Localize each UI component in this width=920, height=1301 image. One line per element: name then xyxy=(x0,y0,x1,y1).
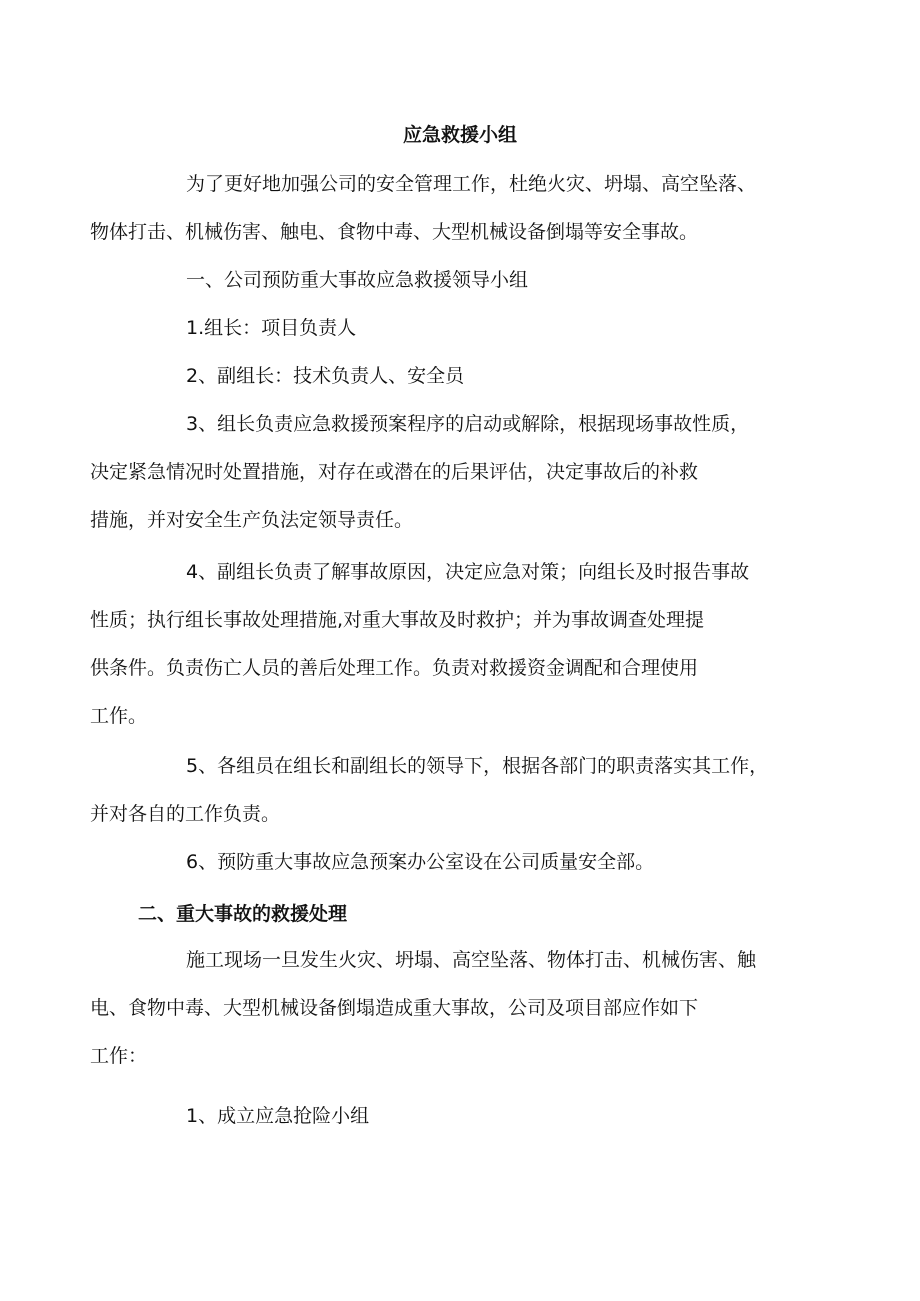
section2-line-3: 工作： xyxy=(90,1045,148,1067)
section1-item-1 xyxy=(138,304,788,352)
section2-line-2: 电、食物中毒、大型机械设备倒塌造成重大事故，公司及项目部应作如下 xyxy=(90,997,699,1019)
intro-line-2: 物体打击、机械伤害、触电、食物中毒、大型机械设备倒塌等安全事故。 xyxy=(90,221,699,243)
item-4-line-2: 性质；执行组长事故处理措施,对重大事故及时救护；并为事故调查处理提 xyxy=(90,609,705,631)
section1-item-2 xyxy=(138,352,788,400)
section2-paragraph xyxy=(90,936,788,1080)
document-title: 应急救援小组 xyxy=(402,124,517,146)
section1-item-3 xyxy=(90,400,788,544)
section1-item-4 xyxy=(90,548,788,740)
item-4-line-4: 工作。 xyxy=(90,705,148,727)
item-4-line-3: 供条件。负责伤亡人员的善后处理工作。负责对救援资金调配和合理使用 xyxy=(90,657,699,679)
section2-heading: 二、重大事故的救援处理 xyxy=(138,903,348,925)
section1-item-6 xyxy=(138,838,788,886)
intro-paragraph xyxy=(90,160,788,256)
section2-item-1-text: 1、成立应急抢险小组 xyxy=(186,1105,370,1127)
item-3-line-1: 3、组长负责应急救援预案程序的启动或解除，根据现场事故性质， xyxy=(186,413,750,435)
section2-line-1: 施工现场一旦发生火灾、坍塌、高空坠落、物体打击、机械伤害、触 xyxy=(186,949,757,971)
section1-heading xyxy=(138,256,788,304)
section1-item-5 xyxy=(90,742,788,838)
section2-item-1 xyxy=(138,1092,788,1140)
item-4-line-1: 4、副组长负责了解事故原因，决定应急对策；向组长及时报告事故 xyxy=(186,561,750,583)
item-2-text: 2、副组长：技术负责人、安全员 xyxy=(186,365,465,387)
item-5-line-1: 5、各组员在组长和副组长的领导下，根据各部门的职责落实其工作， xyxy=(186,755,769,777)
item-1-text: 1.组长：项目负责人 xyxy=(186,317,357,339)
item-3-line-2: 决定紧急情况时处置措施，对存在或潜在的后果评估，决定事故后的补救 xyxy=(90,461,699,483)
section1-heading-text: 一、公司预防重大事故应急救援领导小组 xyxy=(186,269,529,291)
item-5-line-2: 并对各自的工作负责。 xyxy=(90,803,281,825)
item-6-text: 6、预防重大事故应急预案办公室设在公司质量安全部。 xyxy=(186,851,655,873)
intro-line-1: 为了更好地加强公司的安全管理工作，杜绝火灾、坍塌、高空坠落、 xyxy=(186,173,757,195)
item-3-line-3: 措施，并对安全生产负法定领导责任。 xyxy=(90,509,414,531)
